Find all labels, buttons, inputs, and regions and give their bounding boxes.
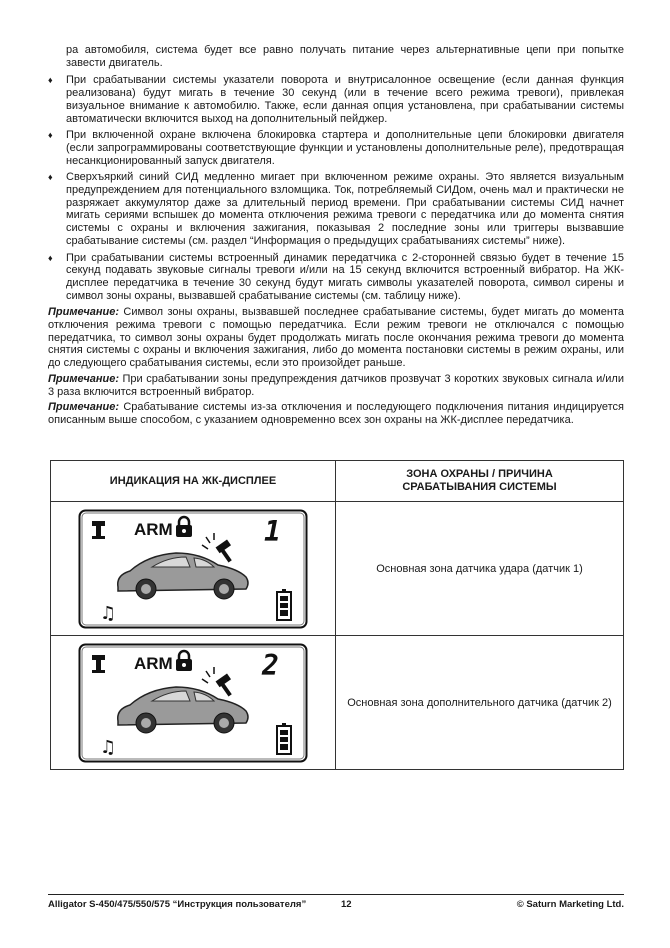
page-number: 12 xyxy=(341,899,352,910)
zone-description: Основная зона датчика удара (датчик 1) xyxy=(336,502,624,636)
list-item: ♦ При включенной охране включена блокировка стартера и дополнительные цепи блокировки двигателя (если запрограммированы соответствующие функции и установлены дополнительные реле), предотвращая несанкционированный запуск двигателя. xyxy=(48,129,624,167)
note-paragraph: Примечание: Символ зоны охраны, вызвавшей последнее срабатывание системы, будет мигать до момента отключения режима тревоги с помощью передатчика. Если режим тревоги не отключался с помощью передатчика, то символ зоны охраны будет продолжать мигать после окончания режима тревоги до момента снятия системы с охраны и включения зажигания, либо до момента постановки системы в режим охраны, или до следующего срабатывания системы, если это произойдет раньше. xyxy=(48,306,624,370)
list-item: ♦ Сверхъяркий синий СИД медленно мигает при включенном режиме охраны. Это является визуальным предупреждением для потенциального взломщика. Ток, потребляемый СИДом, очень мал и практически не разряжает аккумулятор даже за длительный период времени. При срабатывании системы СИД начнет мигать сериями вспышек до момента отключения режима тревоги с передатчика или до момента снятия системы с охраны и включения зажигания, показывая 2 последние зоны или триггеры вызвавшие срабатывание системы (см. раздел “Информация о предыдущих срабатываниях системы” ниже). xyxy=(48,171,624,247)
music-note-icon: ♫ xyxy=(100,736,117,758)
header-zone-cause: ЗОНА ОХРАНЫ / ПРИЧИНА СРАБАТЫВАНИЯ СИСТЕМЫ xyxy=(336,461,624,502)
intro-paragraph: ра автомобиля, система будет все равно получать питание через альтернативные цепи при попытке завести двигатель. xyxy=(66,44,624,69)
diamond-bullet-icon: ♦ xyxy=(48,252,53,263)
bullet-list xyxy=(48,74,624,302)
lcd-display-cell xyxy=(51,502,336,636)
footer-copyright: © Saturn Marketing Ltd. xyxy=(516,899,624,910)
note-paragraph: Примечание: Срабатывание системы из-за отключения и последующего подключения питания индицируется описанным выше способом, с указанием одновременно всех зон охраны на ЖК-дисплее передатчика. xyxy=(48,401,624,426)
zone-digit: 2 xyxy=(262,648,279,682)
lcd-display xyxy=(78,643,308,763)
arm-indicator: ARM xyxy=(134,653,173,673)
table-row xyxy=(51,636,624,770)
document-body xyxy=(48,44,624,430)
footer-title: Alligator S-450/475/550/575 “Инструкция пользователя” xyxy=(48,899,307,910)
list-item: ♦ При срабатывании системы встроенный динамик передатчика с 2-сторонней связью будет в течение 15 секунд подавать звуковые сигналы тревоги и/или на 15 секунд включится встроенный вибратор. На ЖК-дисплее передатчика в течение 30 секунд будут мигать символы указателей поворота, символ сирены и символ зоны охраны, вызвавшей срабатывание системы (см. таблицу ниже). xyxy=(48,251,624,302)
lcd-indication-table xyxy=(50,460,624,770)
battery-icon xyxy=(277,723,291,754)
lcd-display-cell xyxy=(51,636,336,770)
arm-indicator: ARM xyxy=(134,519,173,539)
music-note-icon: ♫ xyxy=(100,602,117,624)
table-row xyxy=(51,502,624,636)
battery-icon xyxy=(277,589,291,620)
lcd-display xyxy=(78,509,308,629)
page-footer xyxy=(48,894,624,910)
header-lcd-indication: ИНДИКАЦИЯ НА ЖК-ДИСПЛЕЕ xyxy=(51,461,336,502)
list-item: ♦ При срабатывании системы указатели поворота и внутрисалонное освещение (если данная функция реализована) будут мигать в течение 30 секунд (или в течение всего режима тревоги), привлекая визуальное внимание к автомобилю. Также, если данная опция установлена, при срабатывании системы автоматически включится выход на дополнительный пейджер. xyxy=(48,74,624,125)
zone-digit: 1 xyxy=(264,514,281,548)
diamond-bullet-icon: ♦ xyxy=(48,172,53,183)
diamond-bullet-icon: ♦ xyxy=(48,75,53,86)
note-paragraph: Примечание: При срабатывании зоны предупреждения датчиков прозвучат 3 коротких звуковых сигнала и/или 3 раза включится встроенный вибратор. xyxy=(48,372,624,398)
diamond-bullet-icon: ♦ xyxy=(48,130,53,141)
zone-description: Основная зона дополнительного датчика (датчик 2) xyxy=(336,636,624,770)
table-header-row xyxy=(51,461,624,502)
